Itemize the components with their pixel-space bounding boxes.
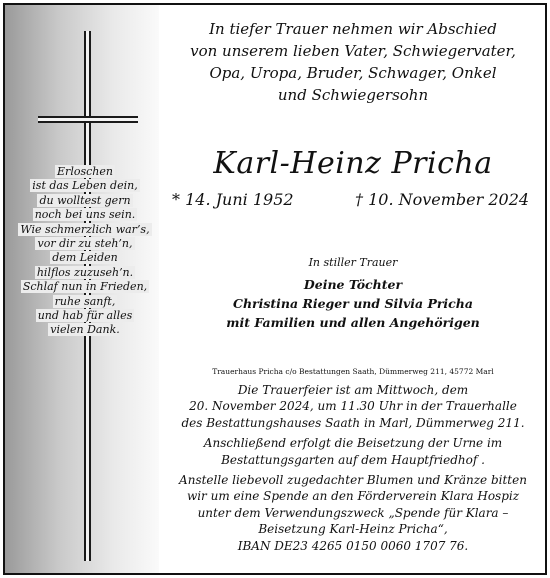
poem-line: dem Leiden — [52, 251, 118, 265]
intro-line: Opa, Uropa, Bruder, Schwager, Onkel — [209, 64, 497, 82]
burial-line: Bestattungsgarten auf dem Hauptfriedhof . — [221, 452, 485, 467]
mourner-line: Christina Rieger und Silvia Pricha — [233, 296, 473, 311]
poem-line: ist das Leben dein, — [32, 179, 138, 193]
trauerhaus-address: Trauerhaus Pricha c/o Bestattungen Saath, Dümmerweg 211, 45772 Marl — [212, 367, 494, 376]
donation-line: Anstelle liebevoll zugedachter Blumen und Kränze bitten — [179, 473, 527, 488]
intro-line: und Schwiegersohn — [277, 86, 429, 104]
intro-line: von unserem lieben Vater, Schwiegervater, — [190, 42, 516, 60]
poem-line: hilflos zuzuseh’n. — [36, 265, 134, 279]
birth-date: * 14. Juni 1952 — [172, 190, 294, 209]
donation-line: Beisetzung Karl-Heinz Pricha“, — [258, 522, 448, 537]
ceremony-line: Die Trauerfeier ist am Mittwoch, dem — [237, 383, 469, 397]
mourners-intro: In stiller Trauer — [308, 256, 398, 269]
poem-line: noch bei uns sein. — [34, 208, 136, 222]
burial-line: Anschließend erfolgt die Beisetzung der Urne im — [203, 436, 503, 451]
mourner-line: mit Familien und allen Angehörigen — [226, 315, 480, 330]
poem-line: und hab für alles — [37, 309, 133, 323]
poem-line: du wolltest gern — [39, 193, 131, 207]
poem-line: ruhe sanft, — [54, 294, 116, 308]
donation-line: wir um eine Spende an den Förderverein Klara Hospiz — [186, 489, 520, 504]
iban-line: IBAN DE23 4265 0150 0060 1707 76. — [237, 538, 469, 553]
ceremony-line: des Bestattungshauses Saath in Marl, Dümmerweg 211. — [181, 415, 525, 430]
poem-line: Erloschen — [57, 165, 113, 178]
death-date: † 10. November 2024 — [355, 190, 530, 209]
donation-line: unter dem Verwendungszweck „Spende für Klara – — [197, 505, 509, 520]
page-border — [3, 3, 547, 575]
deceased-name: Karl-Heinz Pricha — [213, 146, 493, 181]
ceremony-line: 20. November 2024, um 11.30 Uhr in der Trauerhalle — [189, 399, 517, 414]
mourner-line: Deine Töchter — [303, 277, 403, 292]
intro-line: In tiefer Trauer nehmen wir Abschied — [209, 20, 497, 38]
poem-line: Schlaf nun in Frieden, — [22, 280, 148, 294]
poem-line: Wie schmerzlich war’s, — [20, 222, 150, 236]
poem-line: vor dir zu steh’n, — [37, 237, 133, 251]
poem-line: vielen Dank. — [50, 323, 120, 337]
